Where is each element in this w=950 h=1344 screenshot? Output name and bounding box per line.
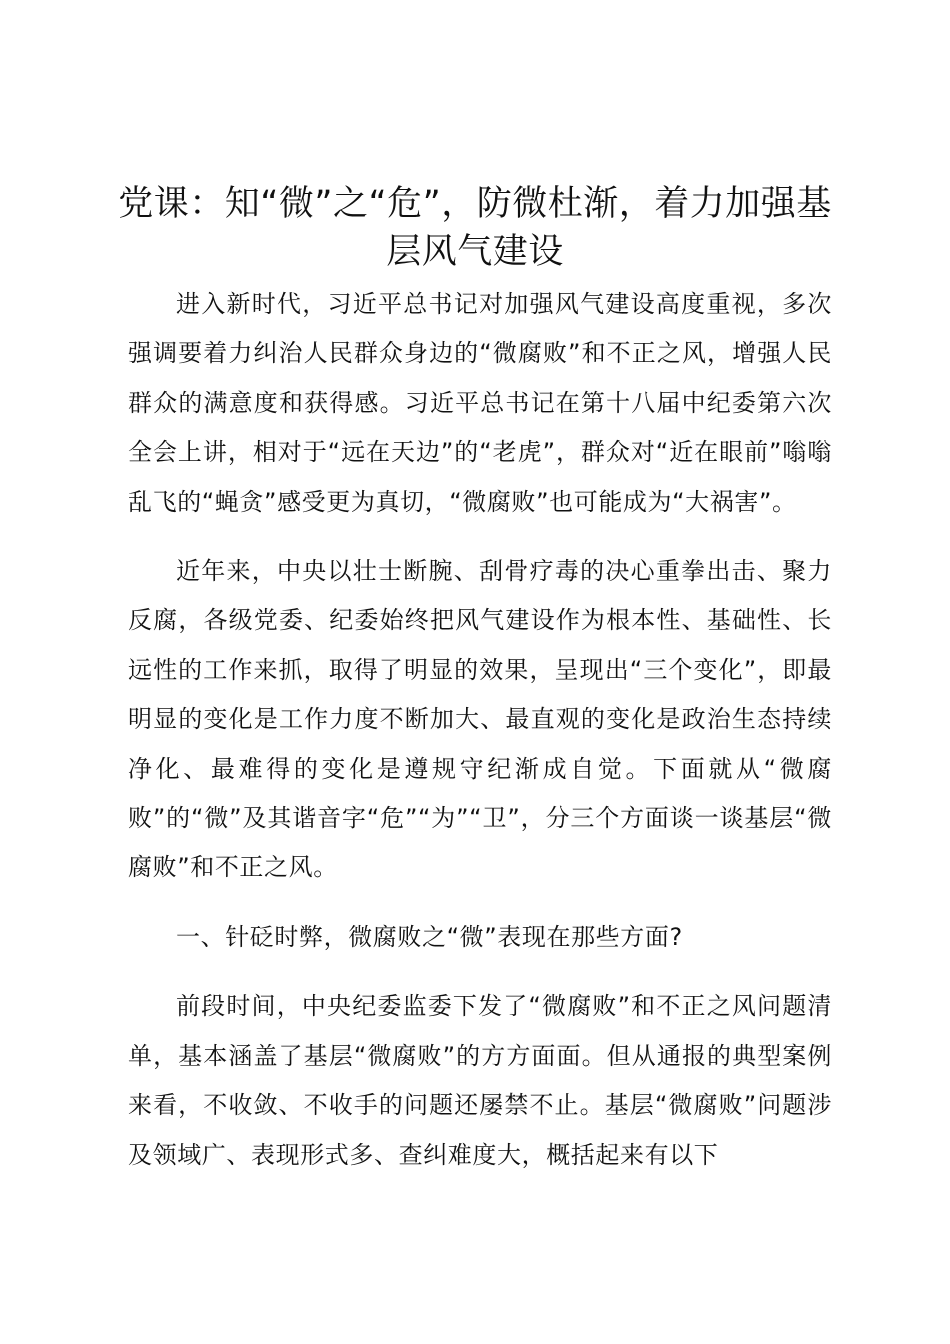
section-heading-one: 一、针砭时弊，微腐败之“微”表现在那些方面?	[176, 922, 683, 951]
paragraph-recent-years: 近年来，中央以壮士断腕、刮骨疗毒的决心重拳出击、聚力反腐，各级党委、纪委始终把风气建设作为根本性、基础性、长远性的工作来抓，取得了明显的效果，呈现出“三个变化”，即最明显的变化是工作力度不断加大、最直观的变化是政治生态持续净化、最难得的变化是遵规守纪渐成自觉。下面就从“微腐败”的“微”及其谐音字“危”“为”“卫”，分三个方面谈一谈基层“微腐败”和不正之风。	[128, 557, 832, 882]
document-title: 党课：知“微”之“危”，防微杜渐，着力加强基层风气建设	[118, 184, 832, 272]
document-body	[128, 280, 832, 1200]
paragraph-section-one: 前段时间，中央纪委监委下发了“微腐败”和不正之风问题清单，基本涵盖了基层“微腐败”的方方面面。但从通报的典型案例来看，不收敛、不收手的问题还屡禁不止。基层“微腐败”问题涉及领域广、表现形式多、查纠难度大，概括起来有以下	[128, 992, 832, 1169]
paragraph-intro: 进入新时代，习近平总书记对加强风气建设高度重视，多次强调要着力纠治人民群众身边的“微腐败”和不正之风，增强人民群众的满意度和获得感。习近平总书记在第十八届中纪委第六次全会上讲，相对于“远在天边”的“老虎”，群众对“近在眼前”嗡嗡乱飞的“蝇贪”感受更为真切，“微腐败”也可能成为“大祸害”。	[128, 290, 832, 516]
